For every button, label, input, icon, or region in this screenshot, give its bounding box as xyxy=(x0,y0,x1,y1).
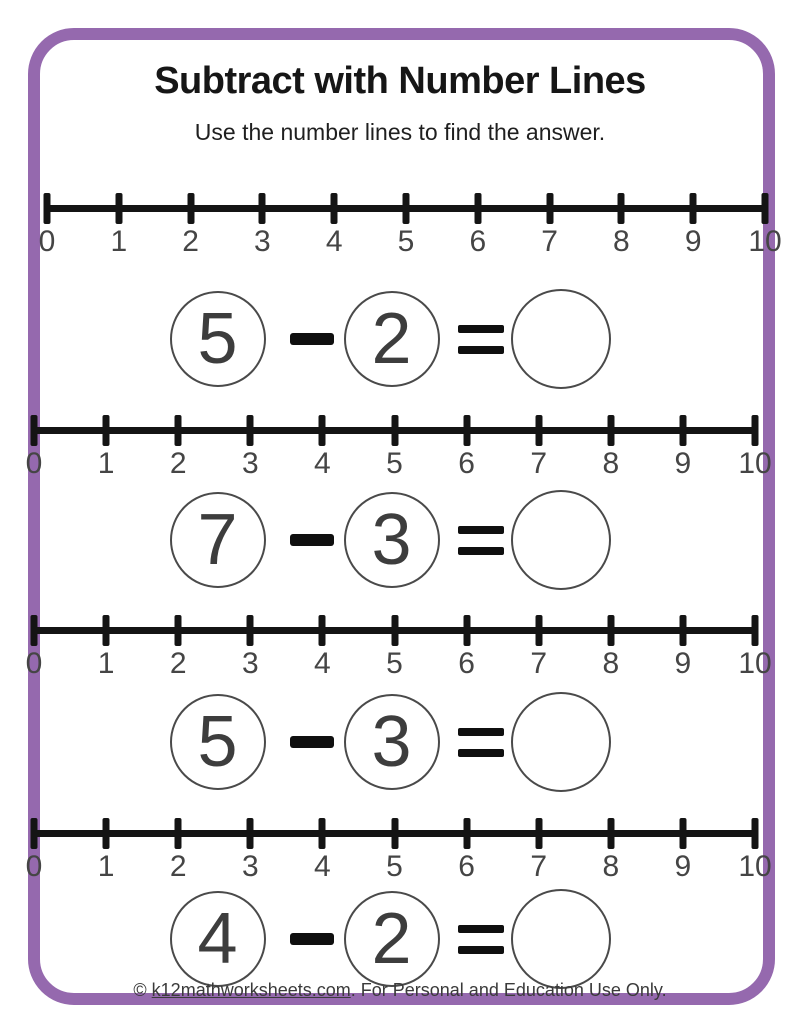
subtrahend-value: 2 xyxy=(371,299,412,379)
tick-label: 7 xyxy=(541,225,558,258)
tick-mark xyxy=(391,615,398,646)
tick-label: 4 xyxy=(314,447,331,480)
minuend-circle xyxy=(170,492,266,588)
tick-mark xyxy=(535,415,542,446)
minuend-value: 4 xyxy=(197,899,238,979)
tick-label: 7 xyxy=(530,850,548,883)
tick-mark xyxy=(103,615,110,646)
tick-mark xyxy=(31,818,38,849)
tick-label: 8 xyxy=(602,447,620,480)
tick-label: 0 xyxy=(38,225,56,258)
tick-mark xyxy=(319,615,326,646)
tick-label: 3 xyxy=(241,850,259,883)
tick-label: 8 xyxy=(602,850,620,883)
minus-icon xyxy=(290,333,334,345)
tick-label: 10 xyxy=(738,447,772,480)
subtrahend-circle xyxy=(344,891,440,987)
tick-label: 6 xyxy=(469,225,487,258)
tick-mark xyxy=(247,615,254,646)
minus-icon xyxy=(290,534,334,546)
tick-label: 1 xyxy=(97,647,115,680)
equals-icon xyxy=(458,728,504,757)
tick-mark xyxy=(752,818,759,849)
tick-label: 5 xyxy=(397,225,415,258)
tick-mark xyxy=(259,193,266,224)
number-line-3 xyxy=(25,615,772,685)
tick-label: 9 xyxy=(684,225,702,258)
tick-label: 1 xyxy=(110,225,128,258)
tick-mark xyxy=(463,415,470,446)
subtrahend-value: 3 xyxy=(371,500,412,580)
answer-circle[interactable] xyxy=(511,289,611,389)
equation-3 xyxy=(0,692,790,792)
number-line-1 xyxy=(38,193,782,263)
footer-copyright xyxy=(0,980,800,1001)
tick-label: 2 xyxy=(169,647,187,680)
tick-label: 2 xyxy=(182,225,199,258)
tick-label: 0 xyxy=(25,850,43,883)
tick-mark xyxy=(535,818,542,849)
number-line-2 xyxy=(25,415,772,485)
tick-mark xyxy=(391,818,398,849)
tick-mark xyxy=(31,615,38,646)
tick-mark xyxy=(103,415,110,446)
minuend-value: 5 xyxy=(197,299,238,379)
tick-label: 1 xyxy=(97,447,115,480)
footer-suffix: . For Personal and Education Use Only. xyxy=(350,980,667,1000)
tick-label: 6 xyxy=(458,647,475,680)
tick-mark xyxy=(175,415,182,446)
minus-icon xyxy=(290,933,334,945)
tick-mark xyxy=(690,193,697,224)
tick-label: 9 xyxy=(674,850,692,883)
tick-label: 10 xyxy=(738,647,772,680)
tick-mark xyxy=(762,193,769,224)
answer-circle[interactable] xyxy=(511,490,611,590)
tick-label: 7 xyxy=(530,647,548,680)
equals-icon xyxy=(458,325,504,354)
tick-mark xyxy=(391,415,398,446)
tick-label: 2 xyxy=(169,447,187,480)
page-subtitle: Use the number lines to find the answer. xyxy=(194,119,606,145)
subtrahend-circle xyxy=(344,291,440,387)
minuend-circle xyxy=(170,891,266,987)
tick-mark xyxy=(679,818,686,849)
tick-label: 5 xyxy=(386,447,403,480)
footer-prefix: © xyxy=(133,980,152,1000)
tick-mark xyxy=(679,415,686,446)
tick-label: 5 xyxy=(386,647,403,680)
tick-mark xyxy=(247,415,254,446)
equation-1 xyxy=(0,289,790,389)
tick-label: 1 xyxy=(97,850,115,883)
tick-mark xyxy=(607,415,614,446)
tick-label: 4 xyxy=(314,647,331,680)
tick-mark xyxy=(607,818,614,849)
subtrahend-value: 3 xyxy=(371,702,412,782)
tick-label: 9 xyxy=(674,447,692,480)
tick-label: 7 xyxy=(530,447,548,480)
tick-label: 3 xyxy=(241,447,259,480)
tick-mark xyxy=(44,193,51,224)
tick-mark xyxy=(175,615,182,646)
tick-label: 3 xyxy=(254,225,271,258)
tick-mark xyxy=(546,193,553,224)
equals-icon xyxy=(458,526,504,555)
tick-label: 3 xyxy=(241,647,259,680)
number-line-4 xyxy=(25,818,772,888)
tick-label: 8 xyxy=(602,647,620,680)
tick-mark xyxy=(752,615,759,646)
tick-mark xyxy=(679,615,686,646)
minuend-value: 5 xyxy=(197,702,238,782)
subtrahend-circle xyxy=(344,694,440,790)
minus-icon xyxy=(290,736,334,748)
tick-mark xyxy=(103,818,110,849)
tick-mark xyxy=(331,193,338,224)
tick-mark xyxy=(319,415,326,446)
tick-label: 6 xyxy=(458,850,475,883)
tick-label: 2 xyxy=(169,850,187,883)
tick-mark xyxy=(752,415,759,446)
page-title: Subtract with Number Lines xyxy=(154,60,646,102)
tick-label: 4 xyxy=(325,225,343,258)
subtrahend-value: 2 xyxy=(371,899,412,979)
answer-circle[interactable] xyxy=(511,692,611,792)
tick-mark xyxy=(474,193,481,224)
tick-label: 9 xyxy=(674,647,692,680)
tick-mark xyxy=(247,818,254,849)
tick-mark xyxy=(463,615,470,646)
tick-label: 0 xyxy=(25,647,43,680)
tick-label: 10 xyxy=(748,225,782,258)
tick-label: 4 xyxy=(314,850,331,883)
minuend-circle xyxy=(170,291,266,387)
minuend-circle xyxy=(170,694,266,790)
tick-label: 8 xyxy=(613,225,630,258)
tick-label: 5 xyxy=(386,850,403,883)
tick-mark xyxy=(607,615,614,646)
subtrahend-circle xyxy=(344,492,440,588)
equation-2 xyxy=(0,490,790,590)
tick-mark xyxy=(187,193,194,224)
tick-label: 10 xyxy=(738,850,772,883)
tick-mark xyxy=(319,818,326,849)
tick-mark xyxy=(535,615,542,646)
tick-mark xyxy=(115,193,122,224)
tick-mark xyxy=(175,818,182,849)
tick-mark xyxy=(618,193,625,224)
tick-mark xyxy=(403,193,410,224)
footer-link[interactable]: k12mathworksheets.com xyxy=(151,980,351,1000)
answer-circle[interactable] xyxy=(511,889,611,989)
equals-icon xyxy=(458,925,504,954)
equation-4 xyxy=(0,889,790,989)
tick-label: 6 xyxy=(458,447,475,480)
tick-label: 0 xyxy=(25,447,43,480)
tick-mark xyxy=(31,415,38,446)
minuend-value: 7 xyxy=(197,500,238,580)
tick-mark xyxy=(463,818,470,849)
